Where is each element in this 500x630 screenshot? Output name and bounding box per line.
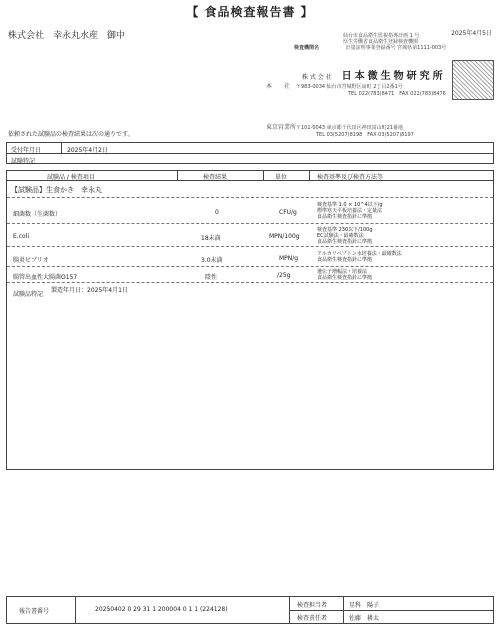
inspector-name: 星科 陽子 — [349, 602, 380, 609]
head-office-label: 本 社 — [266, 83, 291, 90]
tokyo-office — [266, 124, 456, 139]
row-note-2-0: アルカリペプトン水培養法・最確数法 — [317, 251, 402, 257]
row-result-3: 陰性 — [205, 274, 218, 281]
row-notes-1 — [317, 227, 373, 245]
report-date: 2025年4月5日 — [451, 30, 492, 37]
receipt-date: 2025年4月2日 — [67, 147, 108, 154]
sample-row — [11, 185, 102, 195]
row-note-2-1: 食品衛生検査指針に準拠 — [317, 257, 373, 263]
issuer-block — [258, 33, 496, 51]
row-result-2: 3.0未満 — [201, 257, 223, 264]
footer-box — [6, 596, 494, 624]
col-header-result: 検査結果 — [203, 174, 228, 181]
sample-special-value: 製造年月日：2025年4月1日 — [51, 287, 128, 294]
tokyo-office-tel: TEL 03(5207)8198 FAX 03(5207)8197 — [316, 132, 414, 138]
company-name-row — [302, 67, 446, 82]
manager-label: 検査責任者 — [297, 615, 328, 622]
sample-label: 【試験品】 — [11, 186, 46, 194]
results-table — [6, 170, 494, 470]
row-note-1-2: 食品衛生検査指針に準拠 — [317, 239, 373, 245]
receipt-label: 受付年月日 — [11, 147, 42, 154]
col-header-notes: 検査基準及び検査方法等 — [317, 174, 384, 181]
receipt-special-label: 試験特記 — [11, 158, 36, 165]
head-office-address: 〒983-0034 仙台市宮城野区扇町 2丁目2番1号 — [296, 84, 403, 90]
company-prefix: 株 式 会 社 — [302, 74, 332, 81]
row-result-0: 0 — [215, 209, 219, 216]
inspector-label: 検査担当者 — [297, 602, 328, 609]
company-seal — [452, 60, 494, 100]
row-item-3: 腸管出血性大腸菌O157 — [13, 274, 78, 281]
report-number-label: 報告書番号 — [19, 608, 50, 615]
row-note-0-2: 食品衛生検査指針に準拠 — [317, 214, 373, 220]
row-result-1: 18未満 — [201, 235, 221, 242]
sample-name: 生食かき 幸永丸 — [46, 186, 102, 194]
row-unit-1: MPN/100g — [269, 233, 300, 240]
receipt-box — [6, 142, 494, 164]
lab-label: 検査機関名 — [294, 45, 320, 51]
row-note-3-1: 食品衛生検査指針に準拠 — [317, 275, 373, 281]
row-notes-0 — [317, 202, 383, 220]
head-office-tel: TEL 022(783)8471 FAX 022(783)8476 — [348, 91, 446, 97]
col-header-item: 試験品 / 検査項目 — [47, 174, 95, 181]
report-number: 20250402 0 29 31 1 200004 0 1 1 (224128) — [95, 606, 228, 613]
row-item-0: 細菌数（生菌数） — [13, 211, 62, 218]
issuer-line-3-row — [258, 45, 496, 51]
row-note-1-1: EC試験法・最確数法 — [317, 233, 364, 239]
issuer-line-3: 計量証明事業登録番号 宮城県第1111-003号 — [345, 45, 447, 51]
col-header-unit: 単位 — [275, 174, 288, 181]
report-title: 【 食品検査報告書 】 — [186, 5, 314, 19]
recipient: 株式会社 幸永丸水産 御中 — [8, 31, 126, 41]
row-unit-0: CFU/g — [279, 209, 297, 216]
row-notes-3 — [317, 269, 372, 281]
row-notes-2 — [317, 251, 402, 263]
row-unit-3: /25g — [277, 272, 291, 279]
tokyo-office-address: 〒101-0043 東京都千代田区神田富山町21番地 — [296, 125, 404, 131]
row-note-3-0: 遺伝子増幅法・培養法 — [317, 269, 368, 275]
head-office — [266, 83, 456, 98]
row-note-0-1: 標準寒天平板培養法・定量法 — [317, 208, 383, 214]
manager-name: 佐藤 耕太 — [349, 615, 380, 622]
sample-special-label: 試験品特記 — [13, 291, 44, 298]
row-unit-2: MPN/g — [279, 255, 299, 262]
row-item-2: 腸炎ビブリオ — [13, 257, 49, 264]
row-note-1-0: 検査基準 230以下/100g — [317, 227, 373, 233]
company-name: 日本微生物研究所 — [341, 71, 446, 82]
row-item-1: E.coli — [13, 233, 30, 240]
issuer-line-1: 仙台市食品衛生監視指導計画 1 号 — [343, 33, 420, 39]
row-note-0-0: 検査基準 1.0 × 10^4以下/g — [317, 202, 383, 208]
intro-text: 依頼された試験品の検査結果は次の通りです。 — [8, 131, 134, 138]
issuer-line-2: 厚生労働省食品衛生登録検査機関 — [343, 39, 419, 45]
tokyo-office-label: 東京営業所 — [266, 124, 297, 131]
